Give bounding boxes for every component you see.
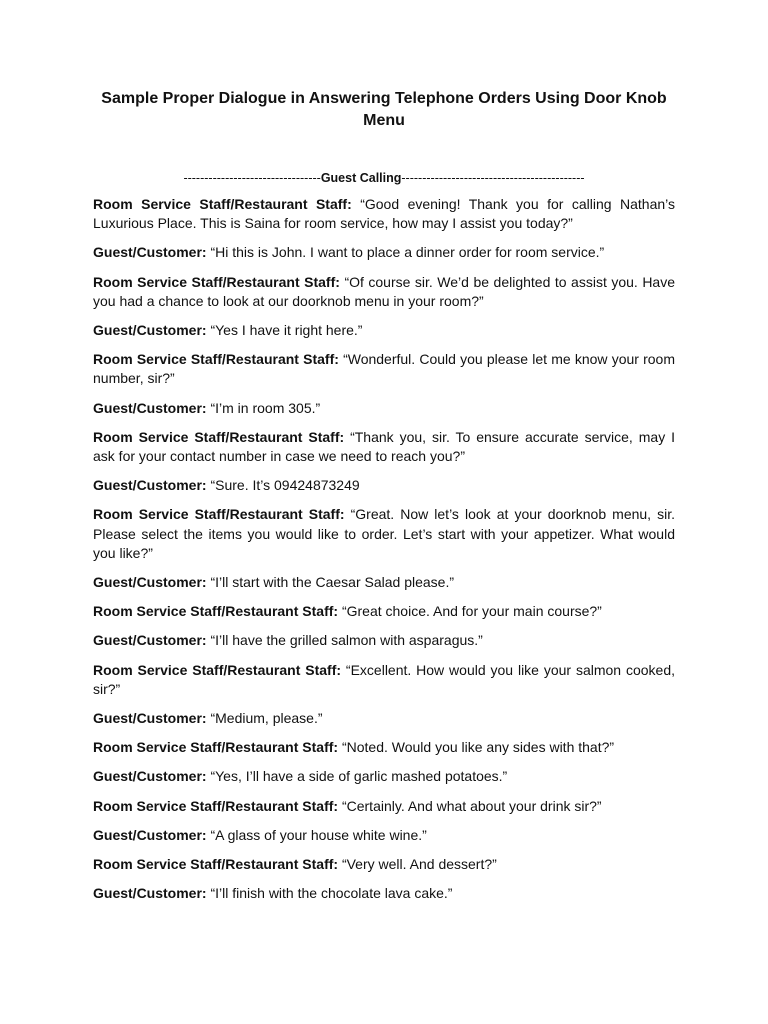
dialogue-text: “Good evening! Thank you for calling Nathan’s Luxurious Place. This is Saina for room service, how may I assist you today?”: [93, 196, 676, 232]
document-title: Sample Proper Dialogue in Answering Telephone Orders Using Door Knob Menu: [101, 90, 667, 129]
dialogue-text: “Very well. And dessert?”: [341, 856, 497, 873]
dialogue-line: [93, 273, 675, 311]
dialogue-line: [93, 709, 675, 728]
speaker-label: Guest/Customer:: [93, 632, 207, 649]
guest-calling-divider: [94, 169, 674, 187]
dialogue-line: [93, 602, 675, 621]
dialogue-line: [93, 321, 675, 340]
dialogue-text: “Hi this is John. I want to place a dinner order for room service.”: [210, 244, 605, 261]
dialogue-line: [93, 855, 675, 874]
dialogue-text: “Noted. Would you like any sides with that?”: [341, 739, 615, 756]
dialogue-text: “Certainly. And what about your drink sir?”: [341, 797, 602, 814]
dialogue-line: [93, 884, 675, 903]
divider-left-dashes: ---------------------------------: [183, 171, 321, 185]
dialogue-text: “I’ll start with the Caesar Salad please.”: [210, 574, 455, 591]
speaker-label: Guest/Customer:: [93, 574, 207, 591]
dialogue-body: [93, 195, 675, 913]
dialogue-line: [93, 826, 675, 845]
dialogue-text: “Great choice. And for your main course?”: [341, 603, 602, 620]
dialogue-text: “Yes, I’ll have a side of garlic mashed potatoes.”: [210, 768, 508, 785]
dialogue-text: “A glass of your house white wine.”: [210, 826, 427, 843]
speaker-label: Guest/Customer:: [93, 477, 207, 494]
speaker-label: Guest/Customer:: [93, 826, 207, 843]
speaker-label: Room Service Staff/Restaurant Staff:: [93, 661, 342, 678]
dialogue-line: [93, 350, 675, 388]
speaker-label: Room Service Staff/Restaurant Staff:: [93, 428, 345, 445]
dialogue-text: “Thank you, sir. To ensure accurate service, may I ask for your contact number in case we need to reach you?”: [93, 428, 676, 465]
speaker-label: Room Service Staff/Restaurant Staff:: [93, 506, 345, 523]
dialogue-text: “I’ll finish with the chocolate lava cake.”: [210, 885, 453, 902]
divider-right-dashes: --------------------------------------------: [401, 171, 585, 185]
speaker-label: Guest/Customer:: [93, 399, 207, 416]
dialogue-line: [93, 738, 675, 757]
dialogue-line: [93, 476, 675, 495]
dialogue-text: “Great. Now let’s look at your doorknob menu, sir. Please select the items you would like to order. Let’s start with your appetizer. What would you like?”: [93, 506, 676, 561]
dialogue-text: “Yes I have it right here.”: [210, 322, 363, 339]
speaker-label: Guest/Customer:: [93, 244, 207, 261]
dialogue-text: “Excellent. How would you like your salmon cooked, sir?”: [93, 661, 676, 697]
speaker-label: Guest/Customer:: [93, 322, 207, 339]
dialogue-line: [93, 797, 675, 816]
dialogue-line: [93, 195, 675, 233]
dialogue-text: “Wonderful. Could you please let me know your room number, sir?”: [93, 351, 675, 387]
dialogue-line: [93, 661, 675, 699]
dialogue-line: [93, 631, 675, 650]
dialogue-line: [93, 767, 675, 786]
dialogue-text: “Sure. It’s 09424873249: [210, 477, 360, 494]
speaker-label: Room Service Staff/Restaurant Staff:: [93, 273, 340, 290]
dialogue-text: “Of course sir. We’d be delighted to assist you. Have you had a chance to look at our doorknob menu in your room?”: [93, 273, 676, 309]
dialogue-line: [93, 573, 675, 592]
speaker-label: Guest/Customer:: [93, 885, 207, 902]
speaker-label: Room Service Staff/Restaurant Staff:: [93, 196, 352, 212]
dialogue-text: “I’ll have the grilled salmon with asparagus.”: [210, 632, 483, 649]
dialogue-line: [93, 505, 675, 563]
dialogue-text: “I’m in room 305.”: [210, 399, 321, 416]
speaker-label: Room Service Staff/Restaurant Staff:: [93, 603, 339, 620]
speaker-label: Guest/Customer:: [93, 710, 207, 727]
dialogue-line: [93, 428, 675, 466]
dialogue-line: [93, 399, 675, 418]
speaker-label: Room Service Staff/Restaurant Staff:: [93, 856, 339, 873]
dialogue-text: “Medium, please.”: [210, 710, 323, 727]
speaker-label: Room Service Staff/Restaurant Staff:: [93, 797, 339, 814]
speaker-label: Room Service Staff/Restaurant Staff:: [93, 739, 339, 756]
divider-label: Guest Calling: [320, 171, 402, 185]
speaker-label: Room Service Staff/Restaurant Staff:: [93, 351, 339, 368]
speaker-label: Guest/Customer:: [93, 768, 207, 785]
dialogue-line: [93, 243, 675, 262]
